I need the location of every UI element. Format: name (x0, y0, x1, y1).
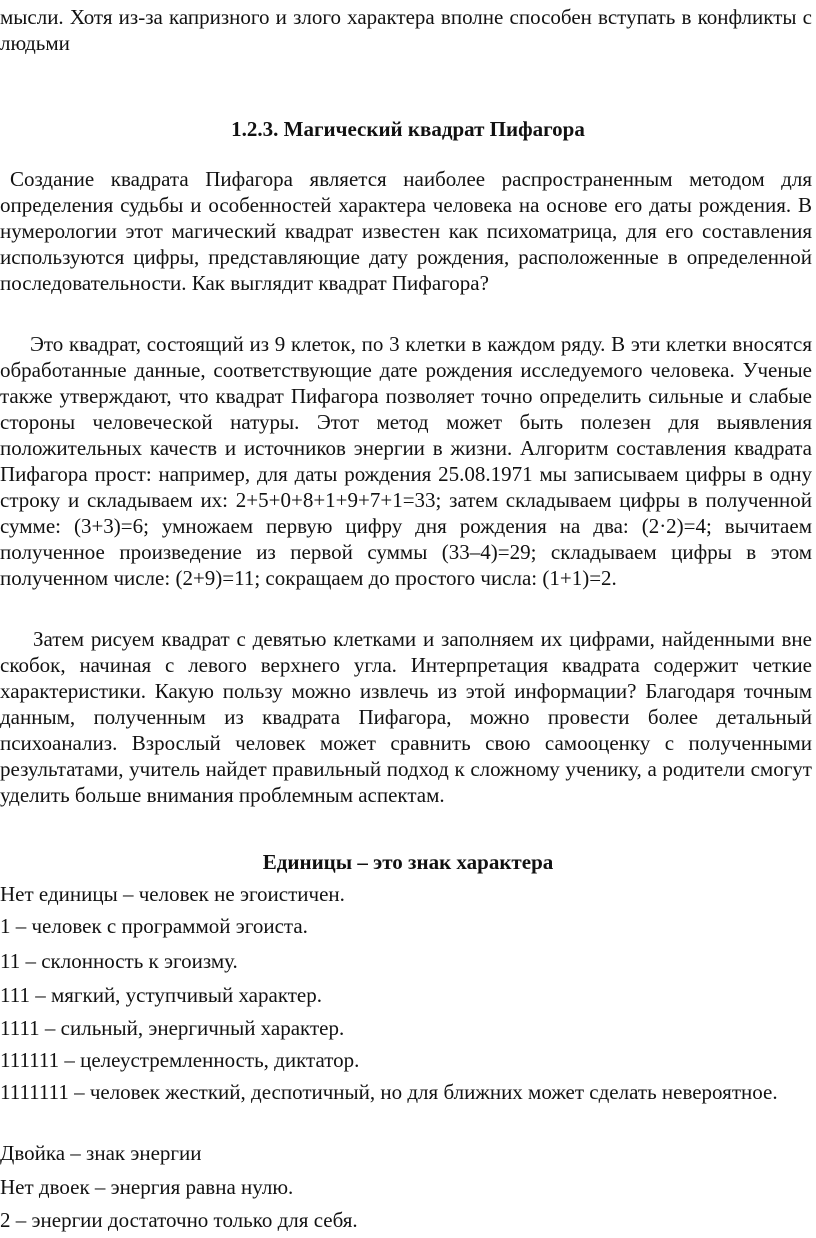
list-item: 1 – человек с программой эгоиста. (0, 914, 308, 938)
list-item-subheading-twos: Двойка – знак энергии (0, 1141, 202, 1165)
list-item: 111111 – целеустремленность, диктатор. (0, 1048, 360, 1072)
list-item: Нет двоек – энергия равна нулю. (0, 1175, 294, 1199)
list-item: 11 – склонность к эгоизму. (0, 949, 238, 973)
list-item: 1111 – сильный, энергичный характер. (0, 1016, 345, 1040)
list-item: 2 – энергии достаточно только для себя. (0, 1208, 358, 1232)
top-fragment-paragraph: мысли. Хотя из-за капризного и злого характера вполне способен вступать в конфликты с людьми (0, 5, 812, 55)
section-heading: 1.2.3. Магический квадрат Пифагора (231, 117, 585, 141)
paragraph-intro: Создание квадрата Пифагора является наиболее распространенным методом для определения судьбы и особенностей характера человека на основе его даты рождения. В нумерологии этот магический квадрат известен как психоматрица, для его составления используются цифры, представляющие дату рождения, расположенные в определенной последовательности. Как выглядит квадрат Пифагора? (0, 167, 812, 295)
list-item: Нет единицы – человек не эгоистичен. (0, 882, 345, 906)
list-item: 1111111 – человек жесткий, деспотичный, но для ближних может сделать невероятное. (0, 1080, 778, 1104)
paragraph-description: Это квадрат, состоящий из 9 клеток, по 3 клетки в каждом ряду. В эти клетки вносятся обработанные данные, соответствующие дате рождения исследуемого человека. Ученые также утверждают, что квадрат Пифагора позволяет точно определить сильные и слабые стороны человеческой натуры. Этот метод может быть полезен для выявления положительных качеств и источников энергии в жизни. Алгоритм составления квадрата Пифагора прост: например, для даты рождения 25.08.1971 мы записываем цифры в одну строку и складываем их: 2+5+0+8+1+9+7+1=33; затем складываем цифры в полученной сумме: (3+3)=6; умножаем первую цифру дня рождения на два: (2·2)=4; вычитаем полученное произведение из первой суммы (33–4)=29; складываем цифры в этом полученном числе: (2+9)=11; сокращаем до простого числа: (1+1)=2. (0, 332, 812, 590)
subheading-ones: Единицы – это знак характера (262, 850, 554, 874)
paragraph-interpretation: Затем рисуем квадрат с девятью клетками и заполняем их цифрами, найденными вне скобок, начиная с левого верхнего угла. Интерпретация квадрата содержит четкие характеристики. Какую пользу можно извлечь из этой информации? Благодаря точным данным, полученным из квадрата Пифагора, можно провести более детальный психоанализ. Взрослый человек может сравнить свою самооценку с полученными результатами, учитель найдет правильный подход к сложному ученику, а родители смогут уделить больше внимания проблемным аспектам. (0, 627, 812, 807)
list-item: 111 – мягкий, уступчивый характер. (0, 983, 322, 1007)
